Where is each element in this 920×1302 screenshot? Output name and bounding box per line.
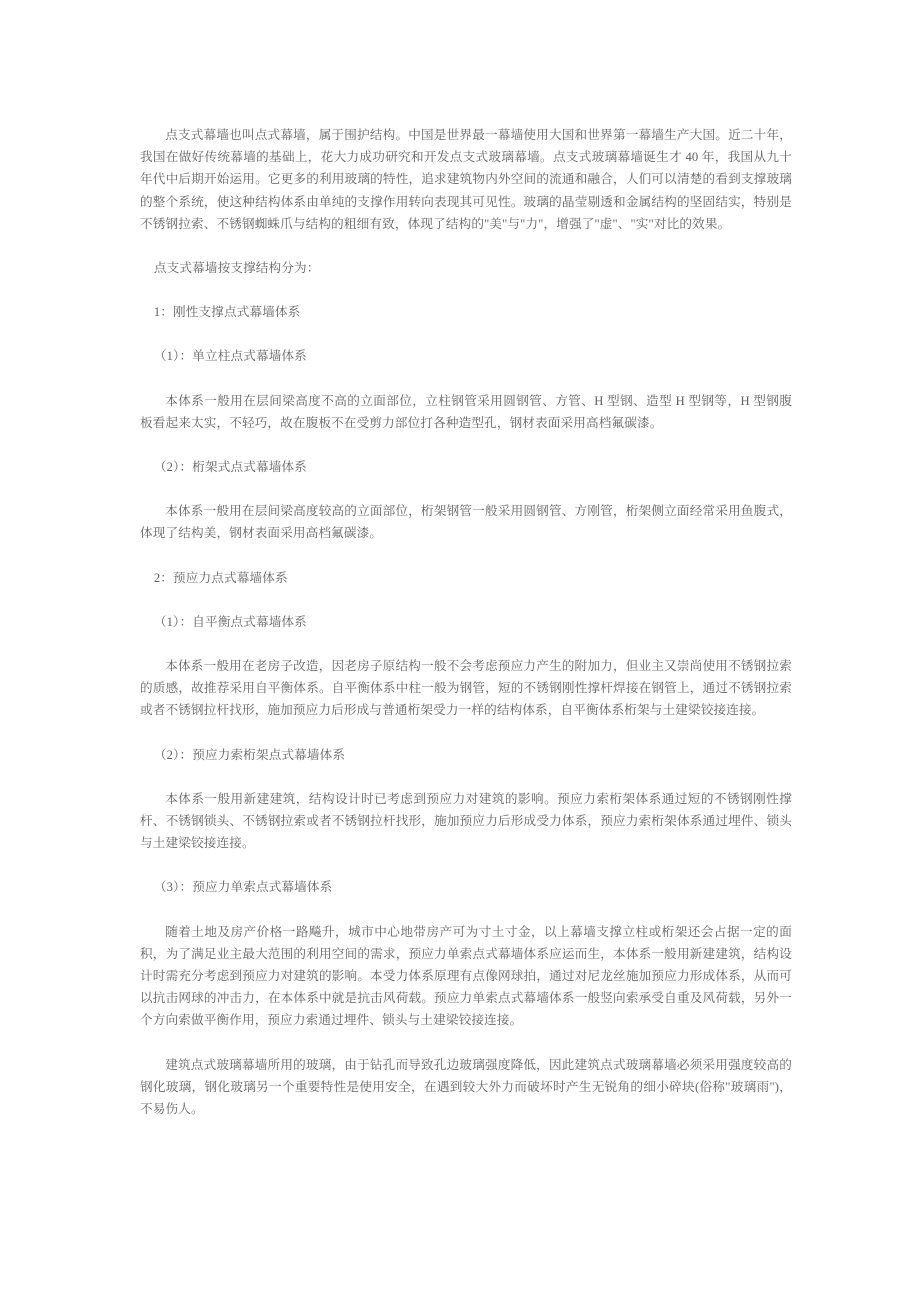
paragraph-conclusion: 建筑点式玻璃幕墙所用的玻璃，由于钻孔而导致孔边玻璃强度降低，因此建筑点式玻璃幕墙必须采用强度较高的钢化玻璃，钢化玻璃另一个重要特性是使用安全，在遇到较大外力而破坏时产生无锐角的细小碎块(俗称"玻璃雨")，不易伤人。	[140, 1057, 792, 1117]
heading-section-2-3: （3）：预应力单索点式幕墙体系	[153, 880, 333, 895]
heading-section-1-1: （1）：单立柱点式幕墙体系	[153, 349, 307, 364]
heading-section-2-1: （1）：自平衡点式幕墙体系	[153, 614, 307, 629]
document-text-body	[140, 124, 792, 1120]
heading-section-1: 1：刚性支撑点式幕墙体系	[153, 305, 301, 320]
heading-section-2-2: （2）：预应力索桁架点式幕墙体系	[153, 747, 346, 762]
paragraph-section-1-2-body: 本体系一般用在层间梁高度较高的立面部位，桁架钢管一般采用圆钢管、方刚管，桁架侧立面经常采用鱼腹式，体现了结构美，钢材表面采用高档氟碳漆。	[140, 504, 792, 541]
heading-section-1-2: （2）：桁架式点式幕墙体系	[153, 460, 307, 475]
paragraph-section-2-1-body: 本体系一般用在老房子改造，因老房子原结构一般不会考虑预应力产生的附加力，但业主又崇尚使用不锈钢拉索的质感，故推荐采用自平衡体系。自平衡体系中柱一般为钢管，短的不锈钢刚性撑杆焊接在钢管上，通过不锈钢拉索或者不锈钢拉杆找形，施加预应力后形成与普通桁架受力一样的结构体系，自平衡体系桁架与土建梁铰接连接。	[140, 659, 792, 718]
paragraph-section-1-1-body: 本体系一般用在层间梁高度不高的立面部位，立柱钢管采用圆钢管、方管、H 型钢、造型 H 型钢等，H 型钢腹板看起来太实，不轻巧，故在腹板不在受剪力部位打各种造型孔，钢材表面采用高档氟碳漆。	[140, 393, 792, 430]
paragraph-section-2-2-body: 本体系一般用新建建筑，结构设计时已考虑到预应力对建筑的影响。预应力索桁架体系通过短的不锈钢刚性撑杆、不锈钢锁头、不锈钢拉索或者不锈钢拉杆找形，施加预应力后形成受力体系，预应力索桁架体系通过埋件、锁头与土建梁铰接连接。	[140, 791, 792, 851]
paragraph-classification-lead: 点支式幕墙按支撑结构分为：	[153, 261, 320, 276]
paragraph-section-2-3-body: 随着土地及房产价格一路飚升，城市中心地带房产可为寸土寸金，以上幕墙支撑立柱或桁架还会占据一定的面积，为了满足业主最大范围的利用空间的需求，预应力单索点式幕墙体系应运而生，本体系一般用新建建筑，结构设计时需充分考虑到预应力对建筑的影响。本受力体系原理有点像网球拍，通过对尼龙丝施加预应力形成体系，从而可以抗击网球的冲击力，在本体系中就是抗击风荷载。预应力单索点式幕墙体系一般竖向索承受自重及风荷载，另外一个方向索做平衡作用，预应力索通过埋件、锁头与土建梁铰接连接。	[140, 924, 792, 1028]
paragraph-intro: 点支式幕墙也叫点式幕墙，属于围护结构。中国是世界最一幕墙使用大国和世界第一幕墙生产大国。近二十年，我国在做好传统幕墙的基础上，花大力成功研究和开发点支式玻璃幕墙。点支式玻璃幕墙诞生才 40 年，我国从九十年代中后期开始运用。它更多的利用玻璃的特性，追求建筑物内外空间的流通和融合，人们可以清楚的看到支撑玻璃的整个系统，使这种结构体系由单纯的支撑作用转向表现其可见性。玻璃的晶莹剔透和金属结构的坚固结实，特别是不锈钢拉索、不锈钢蜘蛛爪与结构的粗细有致，体现了结构的"美"与"力"，增强了"虚"、"实"对比的效果。	[140, 128, 792, 231]
heading-section-2: 2：预应力点式幕墙体系	[153, 570, 288, 585]
